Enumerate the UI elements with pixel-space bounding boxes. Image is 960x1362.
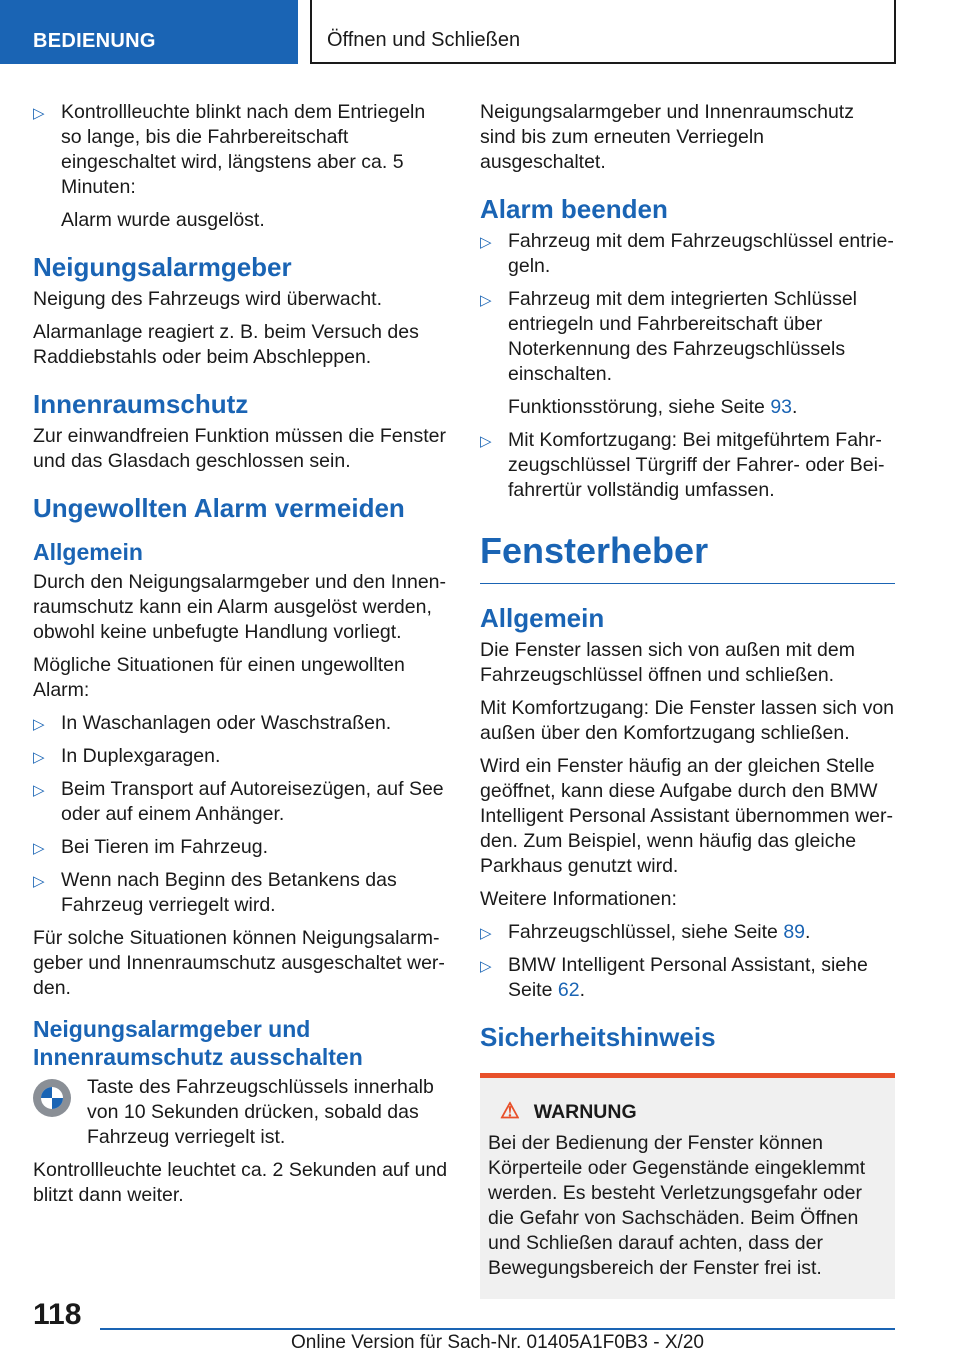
- warning-title: WARNUNG: [533, 1101, 637, 1123]
- paragraph: Wird ein Fenster häufig an der gleichen Stelle geöffnet, kann diese Aufgabe durch den BMW Intelligent Personal Assistant übernommen werden. Zum Beispiel, wenn häufig das gleiche Parkhaus genutzt wird.: [480, 755, 893, 877]
- triangle-right-icon: ▷: [480, 958, 492, 975]
- paragraph: Weitere Informationen:: [480, 888, 677, 910]
- header-chapter-tab: [310, 0, 896, 64]
- paragraph: Die Fenster lassen sich von außen mit dem Fahrzeugschlüssel öffnen und schließen.: [480, 639, 855, 686]
- heading-ungewollten-alarm: Ungewollten Alarm vermeiden: [33, 493, 405, 523]
- warning-triangle-icon: ⚠: [500, 1098, 520, 1123]
- list-item: ▷ Mit Komfortzugang: Bei mitgeführtem Fahrzeugschlüssel Türgriff der Fahrer- oder Beifahrertür vollständig umfassen.: [480, 429, 885, 501]
- subheading-ausschalten: Neigungsalarmgeber und Innenraumschutz ausschalten: [33, 1016, 363, 1070]
- heading-alarm-beenden: Alarm beenden: [480, 194, 668, 224]
- paragraph: Neigungsalarmgeber und Innenraumschutz sind bis zum erneuten Verriegeln ausgeschaltet.: [480, 101, 854, 173]
- list-item: ▷ Fahrzeug mit dem Fahrzeugschlüssel entriegeln.: [480, 230, 894, 277]
- warning-box: [480, 1073, 895, 1299]
- paragraph: Mit Komfortzugang: Die Fenster lassen sich von außen über den Komfortzugang schließen.: [480, 697, 895, 744]
- heading-neigungsalarmgeber: Neigungsalarmgeber: [33, 252, 292, 282]
- heading-sicherheitshinweis: Sicherheitshinweis: [480, 1022, 716, 1052]
- right-column: [480, 100, 895, 1299]
- triangle-right-icon: ▷: [480, 292, 492, 309]
- triangle-right-icon: ▷: [33, 105, 45, 122]
- list-item-sub: Funktionsstörung, siehe Seite 93.: [508, 396, 798, 418]
- triangle-right-icon: ▷: [33, 716, 45, 733]
- triangle-right-icon: ▷: [33, 840, 45, 857]
- paragraph: Neigung des Fahrzeugs wird überwacht.: [33, 288, 383, 310]
- key-instruction: [33, 1075, 448, 1150]
- list-item: ▷ Fahrzeugschlüssel, siehe Seite 89.: [480, 920, 895, 945]
- page-link[interactable]: 89: [783, 921, 806, 943]
- header-section-tab: [0, 0, 298, 64]
- header-chapter-label: Öffnen und Schließen: [327, 29, 521, 51]
- list-item: ▷ Bei Tieren im Fahrzeug.: [33, 835, 448, 860]
- paragraph: Alarmanlage reagiert z. B. beim Versuch des Raddiebstahls oder beim Abschleppen.: [33, 321, 419, 368]
- paragraph: Zur einwandfreien Funktion müssen die Fenster und das Glasdach geschlossen sein.: [33, 425, 446, 472]
- list-item: ▷ Beim Transport auf Autoreisezügen, auf See oder auf einem Anhänger.: [33, 778, 444, 825]
- footer-divider: [100, 1328, 895, 1330]
- paragraph: Taste des Fahrzeugschlüssels innerhalb von 10 Sekunden drücken, sobald das Fahrzeug verriegelt ist.: [87, 1076, 434, 1148]
- left-column: [33, 100, 448, 1216]
- header-section-label: BEDIENUNG: [33, 30, 156, 52]
- page-number: 118: [33, 1298, 82, 1331]
- triangle-right-icon: ▷: [33, 873, 45, 890]
- footer-text: Online Version für Sach-Nr. 01405A1F0B3 - X/20: [291, 1332, 704, 1353]
- list-item: ▷ In Waschanlagen oder Waschstraßen.: [33, 711, 448, 736]
- triangle-right-icon: ▷: [33, 749, 45, 766]
- page-link[interactable]: 93: [770, 396, 793, 418]
- paragraph: Mögliche Situationen für einen ungewollten Alarm:: [33, 654, 405, 701]
- bmw-key-button-icon: [33, 1079, 71, 1117]
- page-link[interactable]: 62: [557, 979, 580, 1001]
- list-item-sub: Alarm wurde ausgelöst.: [61, 209, 265, 231]
- triangle-right-icon: ▷: [480, 433, 492, 450]
- list-item: ▷ Fahrzeug mit dem integrierten Schlüssel entriegeln und Fahrbereitschaft über Noterkennung des Fahrzeugschlüssels einschalten.: [480, 288, 857, 385]
- list-item: ▷ Kontrollleuchte blinkt nach dem Entriegeln so lange, bis die Fahrbereitschaft eingeschaltet wird, längstens aber ca. 5 Minuten:: [33, 101, 426, 198]
- heading-innenraumschutz: Innenraumschutz: [33, 389, 249, 419]
- heading-allgemein: Allgemein: [480, 603, 605, 633]
- warning-text: Bei der Bedienung der Fenster können Körperteile oder Gegenstände eingeklemmt werden. Es besteht Verletzungsgefahr oder die Gefahr von Sachschäden. Beim Öffnen und Schließen darauf achten, dass der Bewegungsbereich der Fenster frei ist.: [488, 1132, 866, 1279]
- paragraph: Kontrollleuchte leuchtet ca. 2 Sekunden auf und blitzt dann weiter.: [33, 1159, 448, 1206]
- heading-fensterheber: Fensterheber: [480, 529, 895, 584]
- triangle-right-icon: ▷: [480, 925, 492, 942]
- triangle-right-icon: ▷: [33, 782, 45, 799]
- list-item: ▷ Wenn nach Beginn des Betankens das Fahrzeug verriegelt wird.: [33, 869, 397, 916]
- subheading-allgemein: Allgemein: [33, 539, 143, 565]
- triangle-right-icon: ▷: [480, 234, 492, 251]
- list-item: ▷ BMW Intelligent Personal Assistant, siehe Seite 62.: [480, 954, 868, 1001]
- list-item: ▷ In Duplexgaragen.: [33, 744, 448, 769]
- paragraph: Durch den Neigungsalarmgeber und den Innenraumschutz kann ein Alarm ausgelöst werden, obwohl keine unbefugte Handlung vorliegt.: [33, 571, 447, 643]
- paragraph: Für solche Situationen können Neigungsalarmgeber und Innenraumschutz ausgeschaltet werden.: [33, 927, 445, 999]
